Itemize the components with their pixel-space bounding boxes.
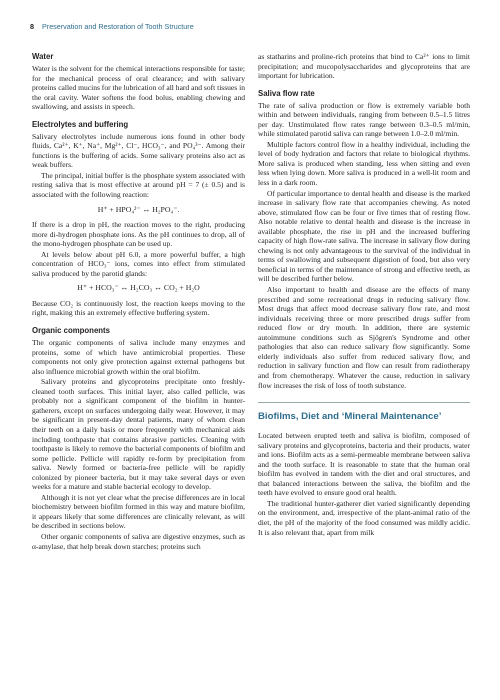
running-header xyxy=(30,22,470,36)
left-column xyxy=(32,52,245,552)
paragraph: Salivary proteins and glycoproteins precipitate onto freshly-cleaned tooth surfaces. This initial layer, also called pellicle, was probably not a significant component of the biofilm in hunter-gatherers, except on surfaces undergoing daily wear. However, it may be significant in present-day dental patients, many of whom clean their teeth on a daily basis or more frequently with mechanical aids including toothpaste that contains abrasive particles. Cleaning with toothpaste is likely to remove the bacterial components of biofilm and some pellicle. Pellicle will rapidly re-form by precipitation from saliva. Newly formed or bacteria-free pellicle will be rapidly colonized by pioneer bacteria, but it may take several days or even weeks for a mature and stable bacterial ecology to develop. xyxy=(32,377,245,492)
heading-electrolytes: Electrolytes and buffering xyxy=(32,119,129,129)
paragraph: as statharins and proline-rich proteins that bind to Ca²⁺ ions to limit precipitation; and mucopolysaccharides and glycoproteins that are important for lubrication. xyxy=(258,52,470,81)
heading-saliva-flow-rate: Saliva flow rate xyxy=(258,88,315,98)
paragraph: Although it is not yet clear what the precise differences are in local biochemistry between biofilm formed in this way and mature biofilm, it appears likely that some differences are clinically relevant, as will be described in sections below. xyxy=(32,492,245,531)
paragraph: At levels below about pH 6.0, a more powerful buffer, a high concentration of HCO₃⁻ ions, comes into effect from stimulated saliva produced by the parotid glands: xyxy=(32,249,245,278)
paragraph: Located between erupted teeth and saliva is biofilm, composed of salivary proteins and glycoproteins, bacteria and their products, water and ions. Biofilm acts as a semi-permeable membrane between saliva and the tooth surface. It is reasonable to state that the human oral biofilm has evolved in tandem with the diet and oral structures, and that balanced interactions between the saliva, the biofilm and the teeth have evolved to ensure good oral health. xyxy=(258,431,470,498)
equation-phosphate: H⁺ + HPO₄²⁻ ↔ H₂PO₄⁻. xyxy=(97,204,180,214)
paragraph: Multiple factors control flow in a healthy individual, including the level of body hydration and factors that relate to biological rhythms. More saliva is produced when standing, less when sitting and even less when lying down. More saliva is produced in a well-lit room and less in a dark room. xyxy=(258,139,470,188)
paragraph: Other organic components of saliva are digestive enzymes, such as α-amylase, that help break down starches; proteins such xyxy=(32,531,245,551)
paragraph: The principal, initial buffer is the phosphate system associated with resting saliva that is most effective at around pH = 7 (± 0.5) and is associated with the following reaction: xyxy=(32,170,245,200)
paragraph: Also important to health and disease are the effects of many prescribed and some recreational drugs in reducing salivary flow. Most drugs that affect mood decrease salivary flow rate, and most individuals receiving three or more prescribed drugs suffer from reduced flow or dry mouth. In addition, there are systemic autoimmune conditions such as Sjögren's Syndrome and other pathologies that also can reduce salivary flow significantly. Some elderly individuals also suffer from reduced salivary flow, and reduction in salivary function and flow can result from radiotherapy and from chemotherapy. Whatever the cause, reduction in salivary flow increases the risk of loss of tooth substance. xyxy=(258,285,470,390)
paragraph: The organic components of saliva include many enzymes and proteins, some of which have antimicrobial properties. These components not only give protection against external pathogens but also influence microbial growth within the oral biofilm. xyxy=(32,338,245,376)
paragraph: The traditional hunter-gatherer diet varied significantly depending on the environment, and, irrespective of the plant-animal ratio of the diet, the pH of the majority of the food consumed was mildly acidic. It is also relevant that, apart from milk xyxy=(258,498,470,537)
paragraph: Of particular importance to dental health and disease is the marked increase in salivary flow rate that accompanies chewing. As noted above, stimulated flow can be four or five times that of resting flow. Also notable relative to dental health and disease is the increase in available phosphate, the rise in pH and the increased buffering capacity of high flow-rate saliva. The increase in salivary flow during chewing is not only advantageous to the survival of the individual in terms of swallowing and subsequent digestion of food, but also very beneficial in terms of the maintenance of strong and effective teeth, as will be described further below. xyxy=(258,188,470,284)
right-column xyxy=(258,52,470,538)
paragraph: The rate of saliva production or flow is extremely variable both within and between individuals, ranging from between 0.5–1.5 litres per day. Unstimulated flow rates range between 0.3–0.5 ml/min, while stimulated parotid saliva can range between 1.0–2.0 ml/min. xyxy=(258,100,470,139)
section-heading-block xyxy=(258,402,470,423)
page-number: 8 xyxy=(30,22,34,31)
running-title: Preservation and Restoration of Tooth Structure xyxy=(42,22,194,31)
section-heading-biofilms: Biofilms, Diet and ‘Mineral Maintenance’ xyxy=(258,411,442,423)
paragraph: Because CO₂ is continuously lost, the reaction keeps moving to the right, making this an extremely effective buffering system. xyxy=(32,298,245,318)
paragraph: If there is a drop in pH, the reaction moves to the right, producing more di-hydrogen phosphate ions. As the pH continues to drop, all of the mono-hydrogen phosphate can be used up. xyxy=(32,220,245,249)
equation-bicarbonate: H⁺ + HCO₃⁻ ↔ H₂CO₃ ↔ CO₂ + H₂O xyxy=(77,283,200,293)
heading-water: Water xyxy=(32,52,54,61)
heading-organic-components: Organic components xyxy=(32,326,110,336)
paragraph: Salivary electrolytes include numerous ions found in other body fluids, Ca²⁺, K⁺, Na⁺, Mg²⁺, Cl⁻, HCO₃⁻, and PO₄³⁻. Among their functions is the buffering of acids. Some salivary proteins also act as weak buffers. xyxy=(32,131,245,170)
paragraph: Water is the solvent for the chemical interactions responsible for taste; for the mechanical process of oral clearance; and with salivary proteins called mucins for the lubrication of all hard and soft tissues in the oral cavity. Water softens the food bolus, enabling chewing and swallowing, and assists in speech. xyxy=(32,64,245,112)
